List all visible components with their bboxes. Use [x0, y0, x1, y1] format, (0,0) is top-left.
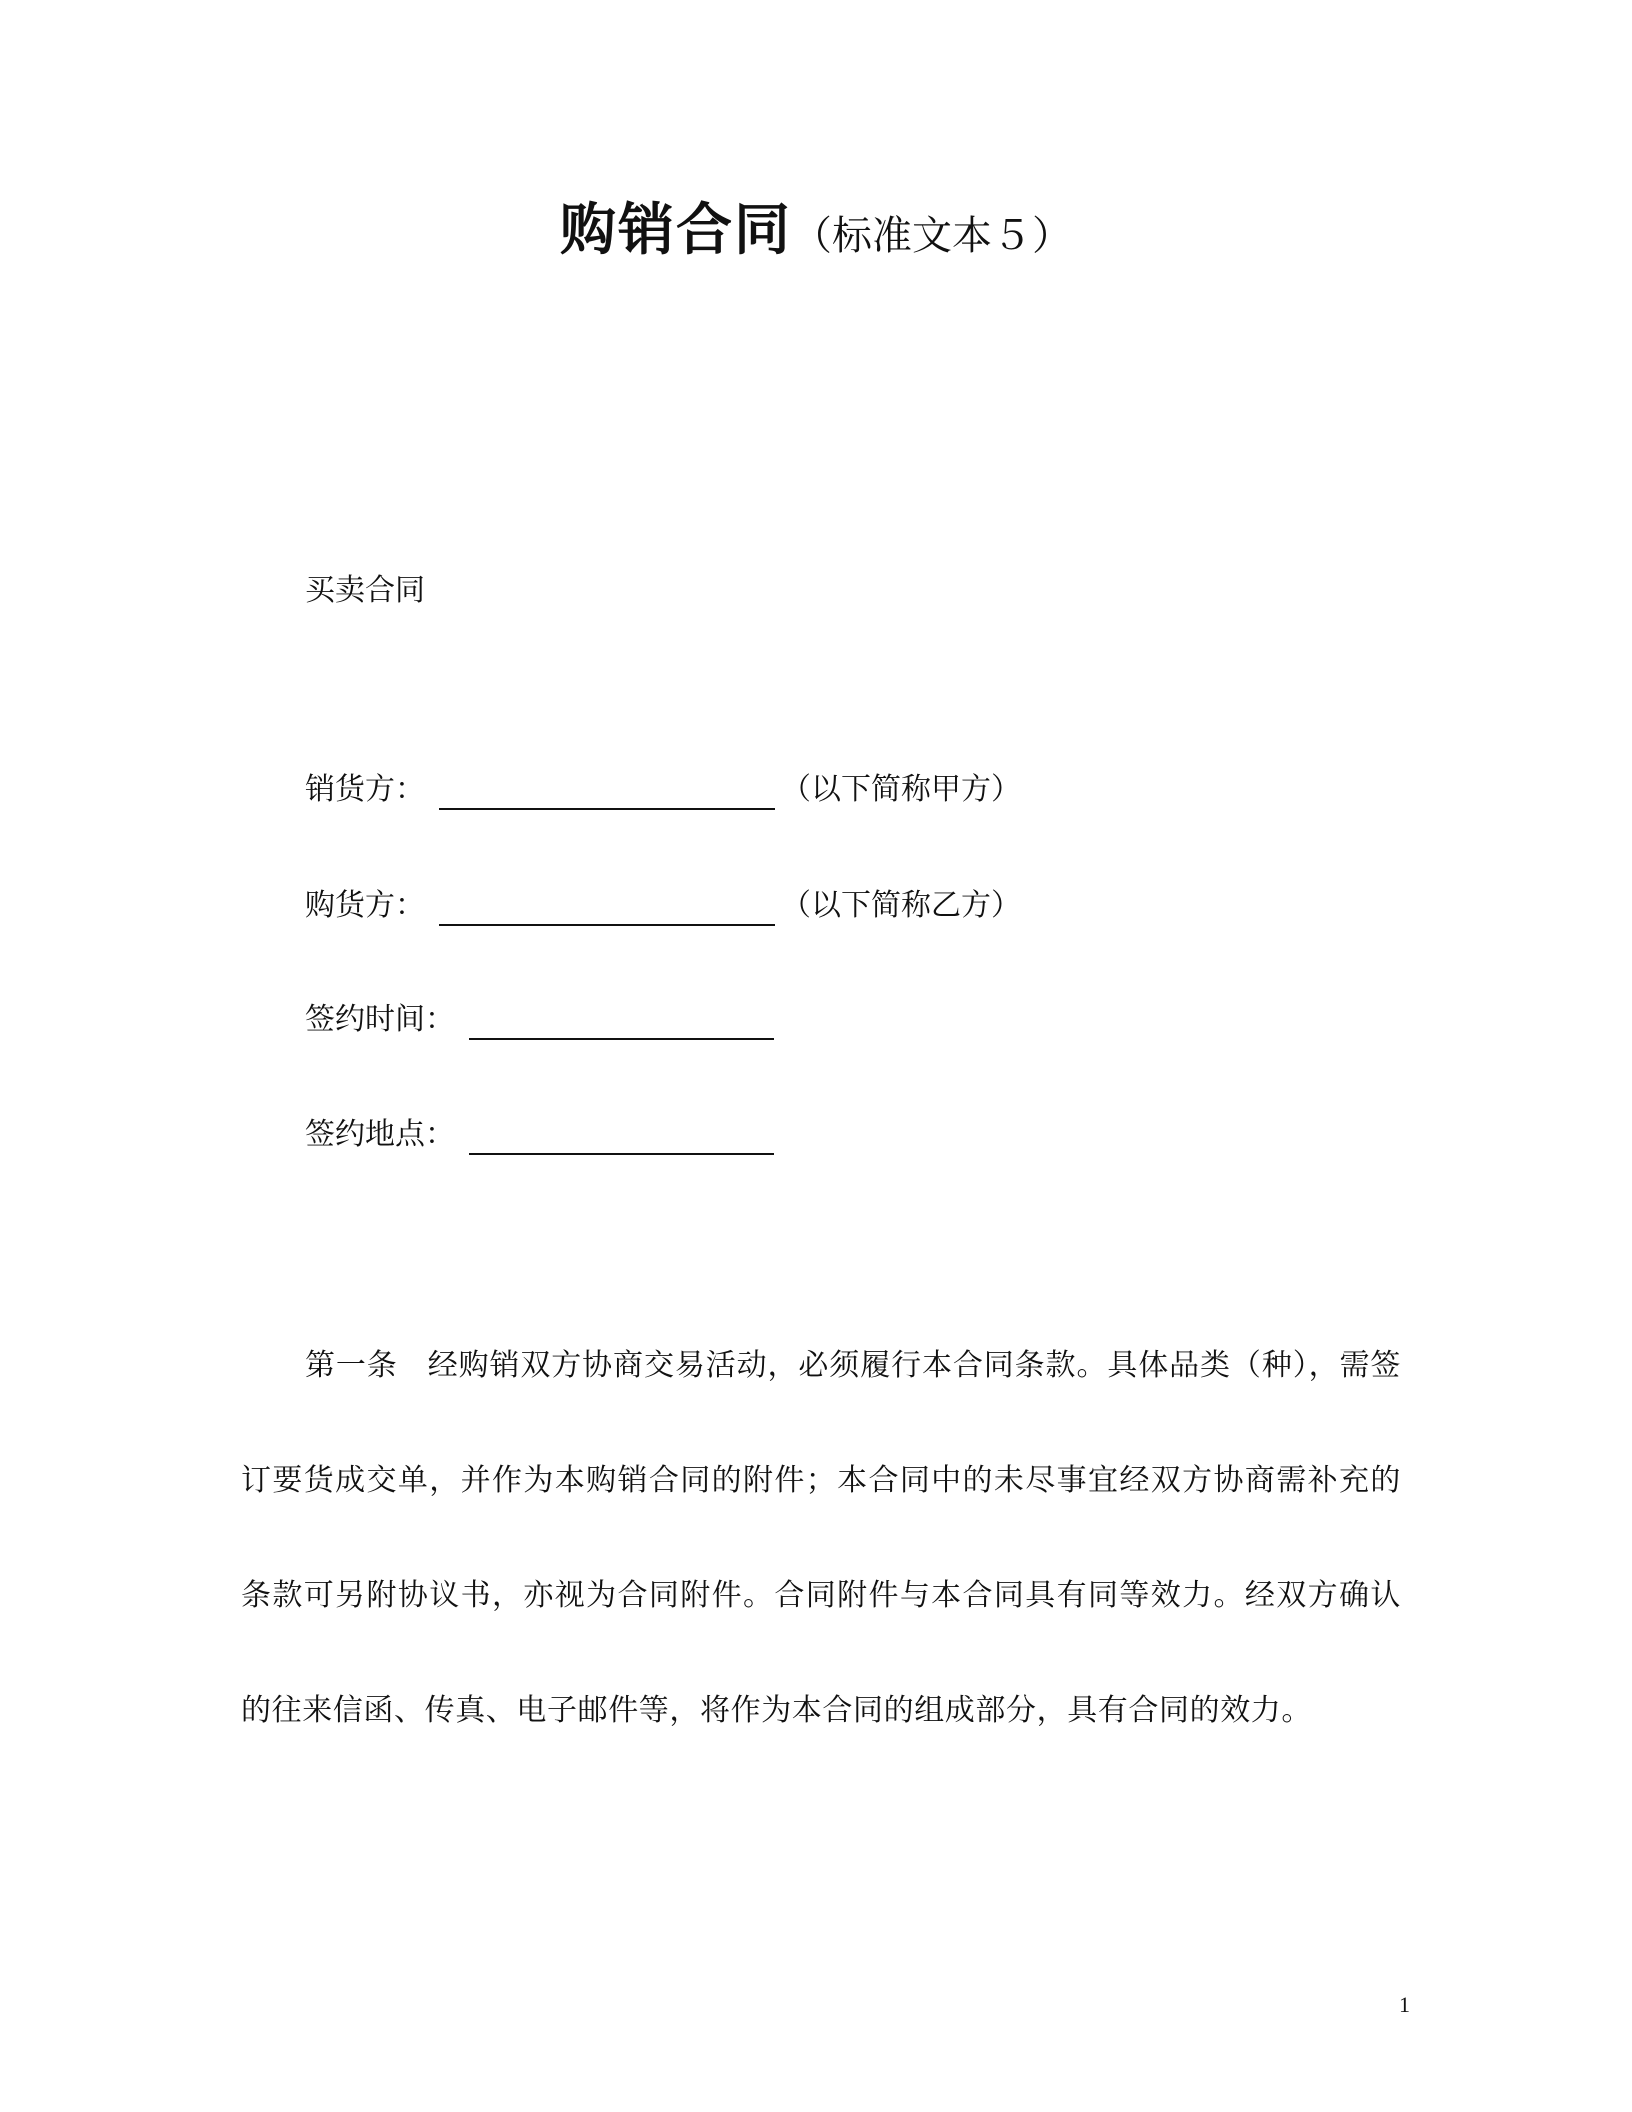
signing-time-label: 签约时间： [305, 1002, 455, 1037]
seller-label: 销货方： [305, 772, 425, 807]
article-1-text: 经购销双方协商交易活动，必须履行本合同条款。具体品类（种），需签订要货成交单，并作为本购销合同的附件；本合同中的未尽事宜经双方协商需补充的条款可另附协议书，亦视为合同附件。合同附件与本合同具有同等效力。经双方确认的往来信函、传真、电子邮件等，将作为本合同的组成部分，具有合同的效力。 [241, 1348, 1401, 1728]
signing-place-blank-line [469, 1117, 774, 1155]
title-main: 购销合同 [560, 198, 792, 263]
seller-field [305, 770, 1021, 810]
seller-suffix: （以下简称甲方） [781, 772, 1021, 807]
article-1-paragraph [241, 1308, 1401, 1768]
buyer-field [305, 886, 1021, 926]
buyer-label: 购货方： [305, 888, 425, 923]
signing-place-label: 签约地点： [305, 1117, 455, 1152]
document-title [0, 196, 1632, 279]
buyer-blank-line [439, 888, 775, 926]
signing-time-field [305, 1000, 780, 1040]
article-1-number: 第一条 [305, 1348, 398, 1383]
title-subtitle: （标准文本５） [792, 213, 1072, 259]
signing-place-field [305, 1115, 780, 1155]
contract-type-heading: 买卖合同 [305, 573, 425, 608]
buyer-suffix: （以下简称乙方） [781, 888, 1021, 923]
seller-blank-line [439, 772, 775, 810]
signing-time-blank-line [469, 1002, 774, 1040]
page-number: 1 [1399, 1992, 1410, 2017]
